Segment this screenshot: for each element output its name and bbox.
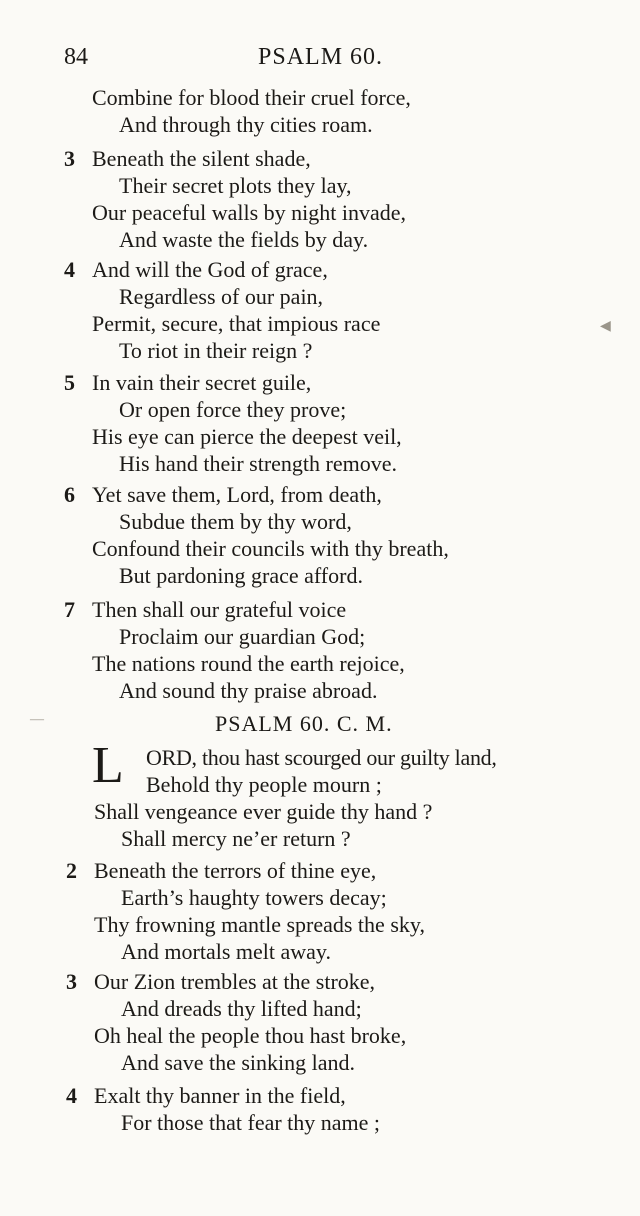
verse-line: And waste the fields by day. xyxy=(119,227,369,252)
verse-number: 3 xyxy=(66,969,77,994)
verse-line: Yet save them, Lord, from death, xyxy=(92,482,382,507)
verse-line: Shall vengeance ever guide thy hand ? xyxy=(94,799,433,824)
hymn-title: PSALM 60. C. M. xyxy=(215,711,393,736)
verse-line: But pardoning grace afford. xyxy=(119,563,363,588)
verse-line: To riot in their reign ? xyxy=(119,338,313,363)
verse-line: And dreads thy lifted hand; xyxy=(121,996,362,1021)
verse-line: His eye can pierce the deepest veil, xyxy=(92,424,402,449)
verse-number: 2 xyxy=(66,858,77,883)
drop-cap: L xyxy=(92,737,124,794)
verse-number: 5 xyxy=(64,370,75,395)
verse-line: Beneath the terrors of thine eye, xyxy=(94,858,377,883)
verse-line: Behold thy people mourn ; xyxy=(146,772,382,797)
verse-line: Earth’s haughty towers decay; xyxy=(121,885,387,910)
verse-number: 4 xyxy=(64,257,75,282)
verse-line: And through thy cities roam. xyxy=(119,112,373,137)
verse-line: Beneath the silent shade, xyxy=(92,146,311,171)
verse-line: Subdue them by thy word, xyxy=(119,509,352,534)
print-mark: — xyxy=(30,712,44,727)
verse-number: 3 xyxy=(64,146,75,171)
running-title: PSALM 60. xyxy=(258,44,384,70)
verse-line: Or open force they prove; xyxy=(119,397,347,422)
verse-line: Combine for blood their cruel force, xyxy=(92,85,411,110)
page-number: 84 xyxy=(64,44,88,70)
verse-number: 7 xyxy=(64,597,75,622)
print-mark: ◀ xyxy=(600,319,611,334)
verse-line: And sound thy praise abroad. xyxy=(119,678,378,703)
verse-line: His hand their strength remove. xyxy=(119,451,397,476)
verse-line: Exalt thy banner in the field, xyxy=(94,1083,346,1108)
verse-line: And will the God of grace, xyxy=(92,257,328,282)
verse-number: 6 xyxy=(64,482,75,507)
verse-line: Their secret plots they lay, xyxy=(119,173,352,198)
verse-line: Then shall our grateful voice xyxy=(92,597,347,622)
verse-line: Proclaim our guardian God; xyxy=(119,624,366,649)
verse-line: Regardless of our pain, xyxy=(119,284,324,309)
verse-number: 4 xyxy=(66,1083,77,1108)
verse-line: And mortals melt away. xyxy=(121,939,331,964)
verse-line: In vain their secret guile, xyxy=(92,370,312,395)
verse-line: Confound their councils with thy breath, xyxy=(92,536,449,561)
verse-line: Our Zion trembles at the stroke, xyxy=(94,969,376,994)
verse-line: The nations round the earth rejoice, xyxy=(92,651,405,676)
page-header xyxy=(64,44,604,76)
verse-line: Oh heal the people thou hast broke, xyxy=(94,1023,407,1048)
verse-line: ORD, thou hast scourged our guilty land, xyxy=(146,745,497,770)
verse-line: And save the sinking land. xyxy=(121,1050,356,1075)
verse-line: Thy frowning mantle spreads the sky, xyxy=(94,912,425,937)
verse-line: For those that fear thy name ; xyxy=(121,1110,381,1135)
verse-line: Permit, secure, that impious race xyxy=(92,311,381,336)
verse-line: Our peaceful walls by night invade, xyxy=(92,200,407,225)
verse-line: Shall mercy ne’er return ? xyxy=(121,826,351,851)
